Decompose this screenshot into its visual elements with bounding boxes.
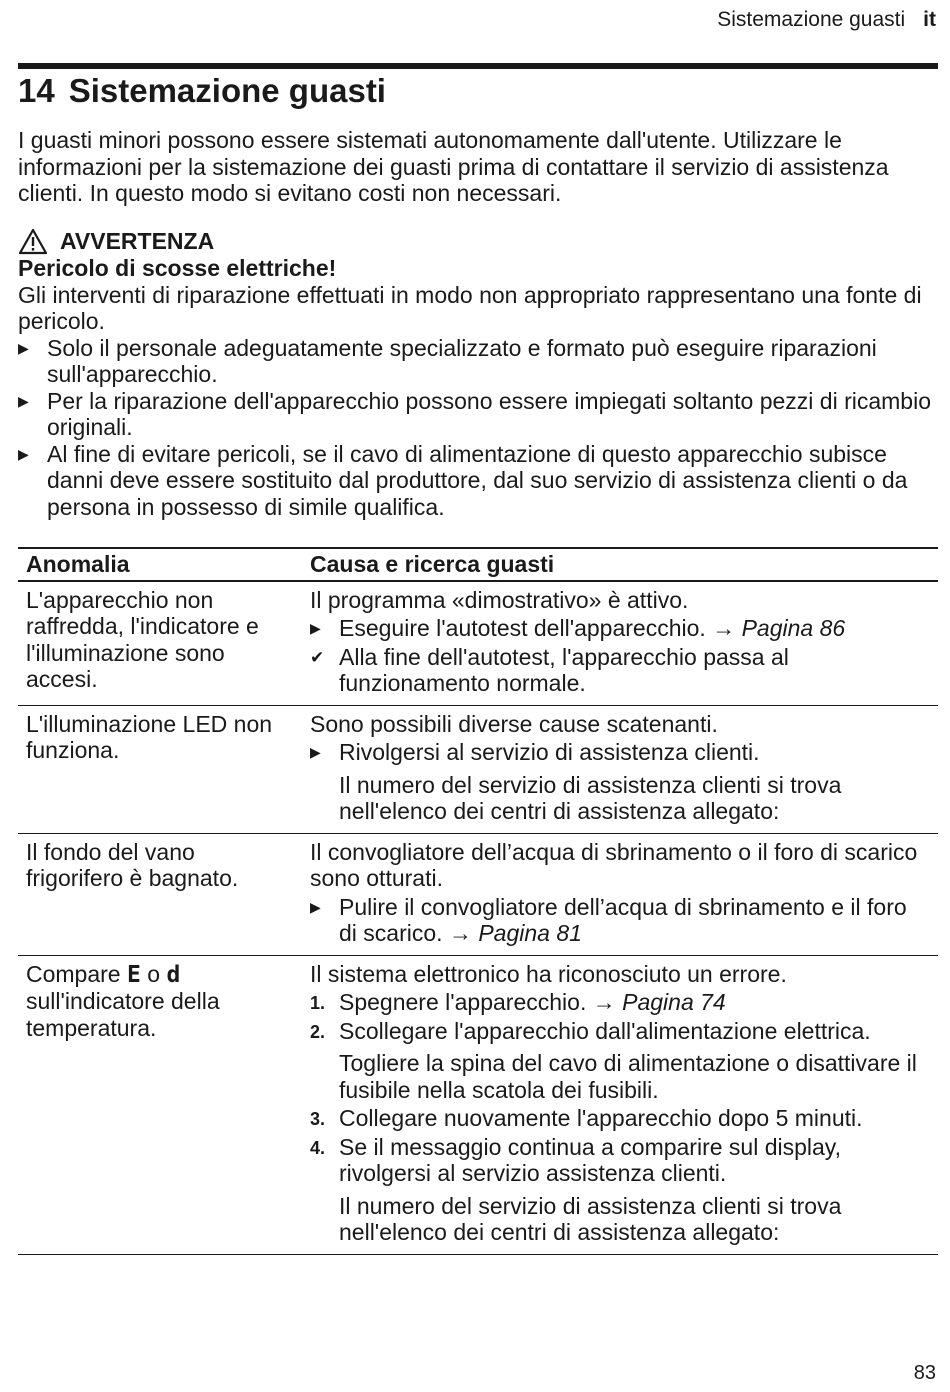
action-step: ▶ Rivolgersi al servizio di assistenza clienti.: [310, 739, 760, 765]
bullet-triangle-icon: ▶: [18, 392, 29, 409]
step-note: Il numero del servizio di assistenza clienti si trova nell'elenco dei centri di assistenza allegato:: [339, 771, 842, 824]
cause-cell: [294, 955, 938, 1254]
step-note: Togliere la spina del cavo di alimentazione o disattivare il fusibile nella scatola dei fusibili.: [339, 1050, 917, 1103]
cause-cell: [294, 581, 938, 706]
numbered-step: 4. Se il messaggio continua a comparire sul display, rivolgersi al servizio assistenza clienti.: [310, 1133, 841, 1186]
fault-cell: Il fondo del vano frigorifero è bagnato.: [18, 833, 294, 955]
warning-item: ▶ Solo il personale adeguatamente specializzato e formato può eseguire riparazioni sull'apparecchio.: [18, 334, 877, 387]
warning-header: [18, 228, 933, 255]
arrow-right-icon: →: [712, 615, 736, 641]
bullet-triangle-icon: ▶: [310, 898, 321, 915]
table-row: [18, 833, 938, 955]
page-reference[interactable]: Pagina 86: [741, 615, 846, 641]
warning-item: ▶ Al fine di evitare pericoli, se il cavo di alimentazione di questo apparecchio subisce danni deve essere sostituito dal produttore, dal suo servizio di assistenza clienti o da persona in possesso di simile qualifica.: [18, 440, 908, 520]
title-rule: [18, 63, 938, 69]
chapter-title: Sistemazione guasti: [68, 72, 386, 109]
step-number: 3.: [310, 1109, 326, 1129]
step-number: 2.: [310, 1021, 326, 1042]
table-row: [18, 705, 938, 833]
table-row: [18, 581, 938, 706]
warning-text: Gli interventi di riparazione effettuati in modo non appropriato rappresentano una fonte di pericolo.: [18, 281, 922, 334]
fault-cell: L'illuminazione LED non funziona.: [18, 705, 294, 833]
step-number: 1.: [310, 993, 326, 1013]
bullet-triangle-icon: ▶: [18, 339, 29, 356]
column-header-cause: Causa e ricerca guasti: [294, 548, 938, 581]
cause-cell: [294, 705, 938, 833]
step-note: Il numero del servizio di assistenza clienti si trova nell'elenco dei centri di assistenza allegato:: [339, 1192, 842, 1245]
fault-cell: Compare E o d sull'indicatore della temperatura.: [18, 955, 294, 1254]
running-header: [717, 8, 936, 32]
bullet-triangle-icon: ▶: [310, 744, 321, 760]
numbered-step: 1. Spegnere l'apparecchio. → Pagina 74: [310, 989, 726, 1015]
warning-block: [18, 228, 933, 520]
header-language: it: [923, 8, 936, 31]
warning-subtitle: Pericolo di scosse elettriche!: [18, 255, 337, 281]
numbered-step: 3. Collegare nuovamente l'apparecchio dopo 5 minuti.: [310, 1105, 863, 1131]
arrow-right-icon: →: [448, 920, 472, 946]
troubleshooting-table: [18, 547, 938, 1255]
page-reference[interactable]: Pagina 81: [478, 920, 582, 946]
cause-text: Sono possibili diverse cause scatenanti.: [310, 710, 718, 737]
page-title: [18, 72, 386, 110]
page-number: 83: [913, 1362, 936, 1384]
arrow-right-icon: →: [592, 989, 616, 1015]
chapter-number: 14: [18, 72, 55, 109]
intro-paragraph: I guasti minori possono essere sistemati autonomamente dall'utente. Utilizzare le informazioni per la sistemazione dei guasti prima di contattare il servizio di assistenza clienti. In questo modo si evitano costi non necessari.: [18, 127, 889, 206]
result-step: ✔ Alla fine dell'autotest, l'apparecchio passa al funzionamento normale.: [310, 643, 789, 696]
action-step: ▶ Pulire il convogliatore dell’acqua di sbrinamento e il foro di scarico. → Pagina 81: [310, 893, 907, 946]
warning-triangle-icon: [18, 228, 48, 255]
cause-text: Il convogliatore dell’acqua di sbrinamento o il foro di scarico sono otturati.: [310, 838, 918, 891]
bullet-triangle-icon: ▶: [310, 620, 321, 636]
warning-item: ▶ Per la riparazione dell'apparecchio possono essere impiegati soltanto pezzi di ricambio originali.: [18, 387, 931, 440]
cause-cell: [294, 833, 938, 955]
column-header-fault: Anomalia: [18, 548, 294, 581]
display-code-e: E: [127, 961, 141, 988]
warning-label: AVVERTENZA: [60, 228, 215, 255]
cause-text: Il programma «dimostrativo» è attivo.: [310, 586, 689, 613]
action-step: ▶ Eseguire l'autotest dell'apparecchio. → Pagina 86: [310, 615, 846, 641]
table-row: [18, 955, 938, 1254]
checkmark-icon: ✔: [310, 647, 325, 667]
numbered-step: 2. Scollegare l'apparecchio dall'alimentazione elettrica.: [310, 1017, 871, 1044]
header-section: Sistemazione guasti: [717, 8, 906, 31]
page-reference[interactable]: Pagina 74: [622, 989, 726, 1015]
display-code-d: d: [166, 961, 181, 988]
step-number: 4.: [310, 1137, 326, 1158]
bullet-triangle-icon: ▶: [18, 445, 29, 462]
cause-text: Il sistema elettronico ha riconosciuto un errore.: [310, 960, 787, 987]
fault-cell: L'apparecchio non raffredda, l'indicatore e l'illuminazione sono accesi.: [18, 581, 294, 706]
table-header-row: [18, 548, 938, 581]
